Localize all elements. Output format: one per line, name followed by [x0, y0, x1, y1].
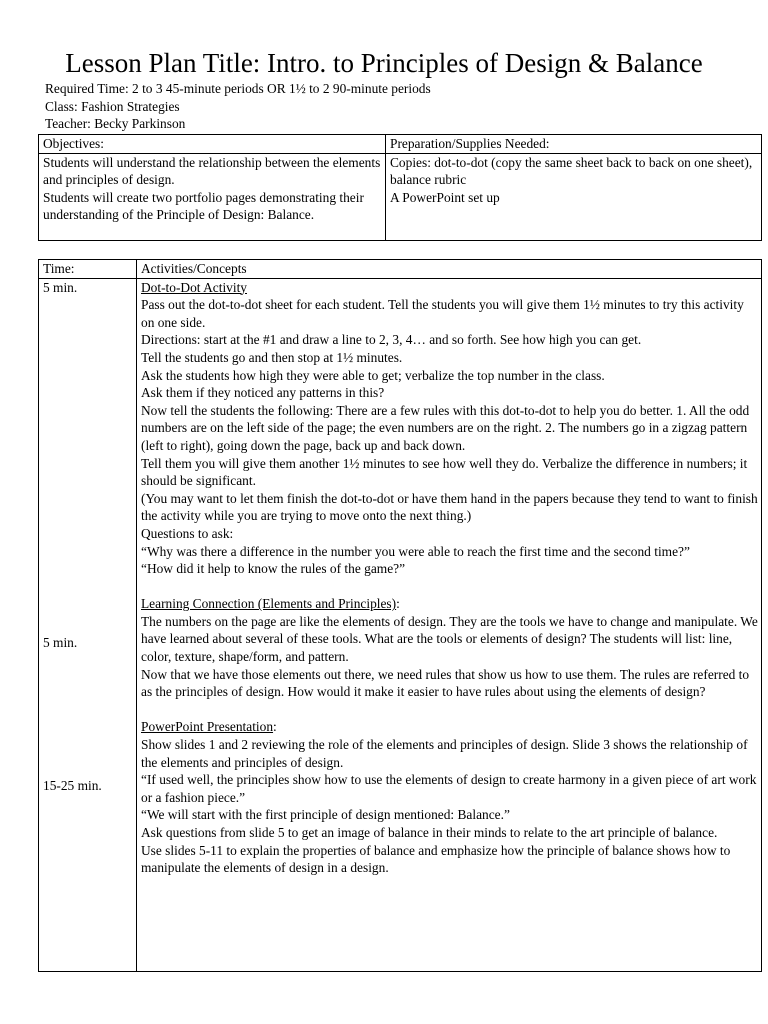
- activities-table: [38, 259, 762, 972]
- activity-heading: [141, 718, 758, 736]
- activity-heading-suffix: :: [396, 596, 400, 612]
- activity-line: “We will start with the first principle of design mentioned: Balance.”: [141, 807, 510, 823]
- activity-line: Ask them if they noticed any patterns in this?: [141, 385, 385, 401]
- activity-line: Questions to ask:: [141, 525, 234, 541]
- activity-line: “Why was there a difference in the number you were able to reach the first time and the second time?”: [141, 543, 690, 559]
- activity-line: Show slides 1 and 2 reviewing the role of the elements and principles of design. Slide 3 shows the relationship of the elements and principles of design.: [141, 737, 748, 770]
- activity-heading: [141, 279, 758, 297]
- activity-block: [141, 595, 758, 701]
- page-title: Lesson Plan Title: Intro. to Principles of Design & Balance: [65, 48, 703, 78]
- activity-line: Ask the students how high they were able to get; verbalize the top number in the class.: [141, 367, 605, 383]
- activity-line: (You may want to let them finish the dot-to-dot or have them hand in the papers because they tend to want to finish the activity while you are trying to move onto the next thing.): [141, 490, 758, 524]
- activity-line: Now tell the students the following: There are a few rules with this dot-to-dot to help you do better. 1. All the odd numbers are on the left side of the page; the even numbers are on the right. 2. The numbers go in a zigzag pattern (left to right), going down the page, back up and back down.: [141, 402, 750, 453]
- time-header: Time:: [39, 260, 137, 279]
- activity-heading: [141, 595, 758, 613]
- time-column: [39, 278, 137, 971]
- supplies-cell: [386, 153, 762, 240]
- supplies-header: Preparation/Supplies Needed:: [386, 135, 762, 154]
- activity-heading-text: PowerPoint Presentation: [141, 719, 274, 735]
- activity-line: “How did it help to know the rules of the game?”: [141, 561, 406, 577]
- activities-column: [137, 278, 762, 971]
- activity-line: Tell them you will give them another 1½ minutes to see how well they do. Verbalize the difference in numbers; it should be significant.: [141, 455, 748, 489]
- objective-item: Students will understand the relationship between the elements and principles of design.: [43, 154, 381, 188]
- activity-line: The numbers on the page are like the elements of design. They are the tools we have to change and manipulate. We have learned about several of these tools. What are the tools or elements of design? The students will list: line, color, texture, shape/form, and pattern.: [141, 613, 758, 665]
- lesson-meta: [45, 80, 431, 133]
- activity-heading-text: Learning Connection (Elements and Principles): [141, 596, 397, 612]
- supply-item: A PowerPoint set up: [390, 189, 500, 205]
- objectives-header: Objectives:: [39, 135, 386, 154]
- activity-line: Directions: start at the #1 and draw a line to 2, 3, 4… and so forth. See how high you can get.: [141, 332, 642, 348]
- class-name: Class: Fashion Strategies: [45, 98, 180, 114]
- activities-header: Activities/Concepts: [137, 260, 762, 279]
- objective-item: Students will create two portfolio pages demonstrating their understanding of the Principle of Design: Balance.: [43, 189, 364, 223]
- activity-line: Tell the students go and then stop at 1½ minutes.: [141, 349, 403, 365]
- activity-time: 5 min.: [43, 279, 78, 295]
- activity-line: “If used well, the principles show how to use the elements of design to create harmony in a given piece of art work or a fashion piece.”: [141, 772, 757, 805]
- activity-block: [141, 279, 758, 578]
- activity-time: 5 min.: [43, 634, 78, 650]
- activity-block: [141, 718, 758, 876]
- objectives-table: [38, 134, 762, 241]
- supply-item: Copies: dot-to-dot (copy the same sheet back to back on one sheet), balance rubric: [390, 154, 753, 188]
- activity-line: Ask questions from slide 5 to get an image of balance in their minds to relate to the art principle of balance.: [141, 825, 718, 840]
- activity-time: 15-25 min.: [43, 777, 102, 793]
- required-time: Required Time: 2 to 3 45-minute periods OR 1½ to 2 90-minute periods: [45, 81, 431, 96]
- activity-heading-text: Dot-to-Dot Activity: [141, 279, 247, 295]
- activity-line: Use slides 5-11 to explain the properties of balance and emphasize how the principle of balance shows how to manipulate the elements of design in a design.: [141, 842, 731, 876]
- activity-heading-suffix: :: [273, 719, 277, 735]
- teacher-name: Teacher: Becky Parkinson: [45, 116, 186, 131]
- activity-line: Now that we have those elements out there, we need rules that show us how to use them. The rules are referred to as the principles of design. How would it make it easier to have rules about using the elements of design?: [141, 666, 750, 700]
- objectives-cell: [39, 153, 386, 240]
- activity-line: Pass out the dot-to-dot sheet for each student. Tell the students you will give them 1½ minutes to try this activity on one side.: [141, 297, 744, 330]
